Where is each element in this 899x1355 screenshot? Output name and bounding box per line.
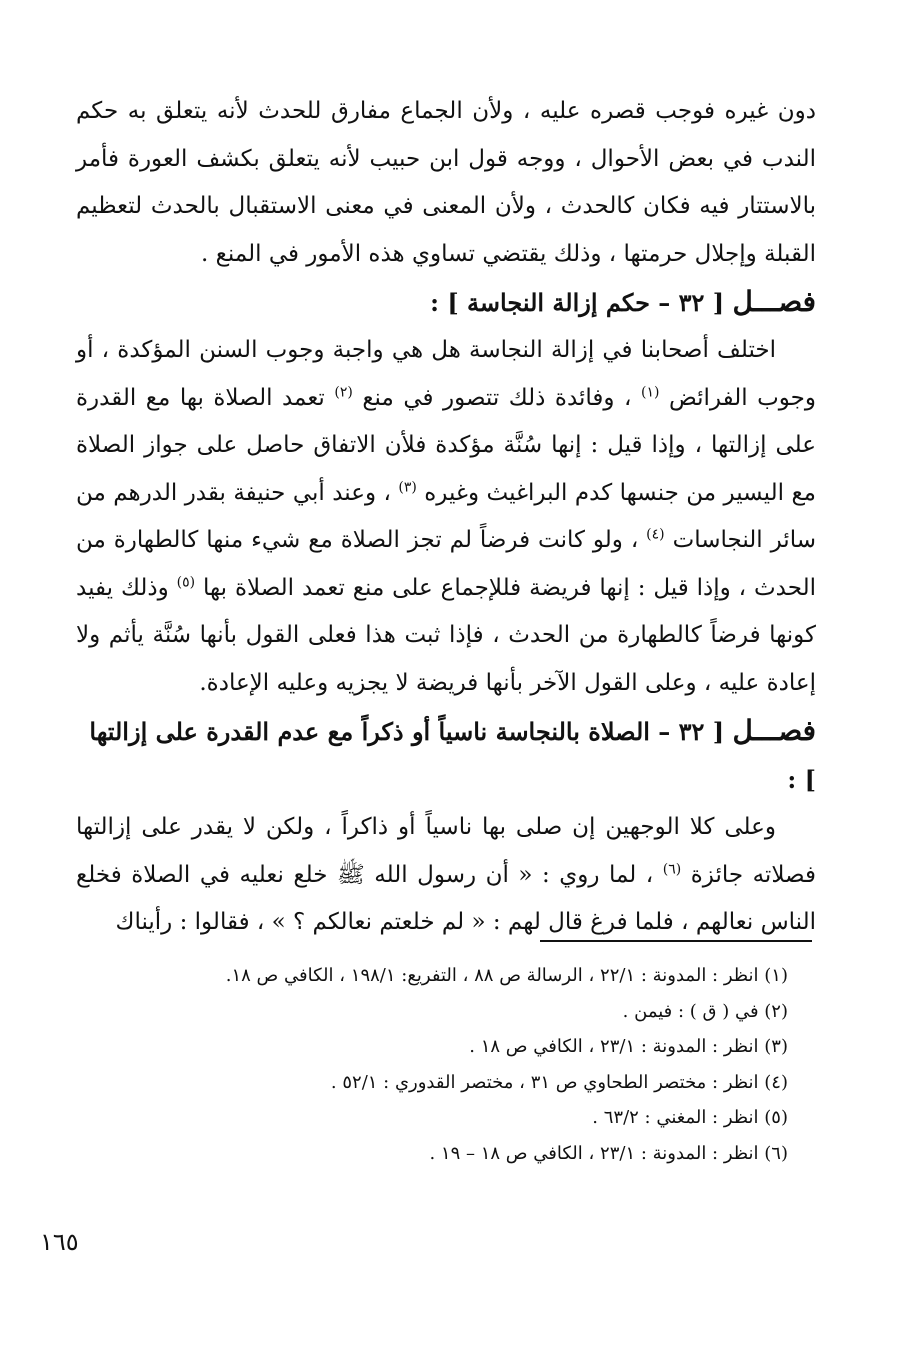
main-text [76, 88, 816, 947]
paragraph-1: دون غيره فوجب قصره عليه ، ولأن الجماع مفارق للحدث لأنه يتعلق به حكم الندب في بعض الأحوال ، ووجه قول ابن حبيب لأنه يتعلق بكشف العورة فأمر بالاستتار فيه فكان كالحدث ، ولأن المعنى في معنى الاستقبال بالحدث لتعظيم القبلة وإجلال حرمتها ، وذلك يقتضي تساوي هذه الأمور في المنع . [76, 98, 816, 267]
paragraph-3-text-b: ، لما روي : « أن رسول الله ﷺ خلع نعليه في الصلاة فخلع الناس نعالهم ، فلما فرغ قال لهم : « لم خلعتم نعالكم ؟ » ، فقالوا : رأيناك [76, 861, 816, 935]
footnote-6: (٦) انظر : المدونة : ٢٣/١ ، الكافي ص ١٨ – ١٩ . [429, 1142, 788, 1164]
footnote-ref-6: (٦) [662, 860, 682, 877]
footnote-3: (٣) انظر : المدونة : ٢٣/١ ، الكافي ص ١٨ . [469, 1036, 788, 1057]
section-heading-1-title: [ ٣٢ – حكم إزالة النجاسة ] : [430, 288, 733, 317]
footnote-ref-2: (٢) [334, 383, 353, 400]
footnote-4: (٤) انظر : مختصر الطحاوي ص ٣١ ، مختصر القدوري : ٥٢/١ . [330, 1071, 788, 1093]
section-heading-2 [76, 707, 816, 804]
paragraph-3-text-a: وعلى كلا الوجهين إن صلى بها ناسياً أو ذاكراً ، ولكن لا يقدر على إزالتها فصلاته جائزة [76, 814, 816, 888]
footnotes [76, 958, 788, 1171]
paragraph-3 [76, 804, 816, 947]
footnote-ref-4: (٤) [646, 526, 665, 543]
page-number: ١٦٥ [40, 1228, 79, 1256]
footnote-1: (١) انظر : المدونة : ٢٢/١ ، الرسالة ص ٨٨ ، التفريع: ١٩٨/١ ، الكافي ص ١٨. [225, 965, 788, 986]
footnote-ref-3: (٣) [398, 478, 417, 495]
paragraph-2-text-d: ، وعند أبي حنيفة بقدر الدرهم من سائر النجاسات [76, 479, 816, 553]
footnote-2: (٢) في ( ق ) : فيمن . [622, 1000, 788, 1022]
footnote-separator [540, 940, 812, 942]
paragraph-2-text-c: تعمد الصلاة بها مع القدرة على إزالتها ، وإذا قيل : إنها سُنَّة مؤكدة فلأن الاتفاق حاصل على جواز الصلاة مع اليسير من جنسها كدم البراغيث وغيره [76, 384, 817, 506]
footnote-ref-1: (١) [640, 383, 660, 400]
paragraph-2 [76, 327, 816, 707]
paragraph-2-text-f: وذلك يفيد كونها فرضاً كالطهارة من الحدث ، فإذا ثبت هذا فعلى القول بأنها سُنَّة يأثم ولا إعادة عليه ، وعلى القول الآخر بأنها فريضة لا يجزيه وعليه الإعادة. [76, 574, 816, 696]
section-heading-2-title: [ ٣٢ – الصلاة بالنجاسة ناسياً أو ذكراً مع عدم القدرة على إزالتها ] : [89, 717, 816, 794]
section-heading-1-lead: فصـــل [732, 285, 816, 318]
footnote-ref-5: (٥) [176, 573, 196, 590]
footnote-5: (٥) انظر : المغني : ٦٣/٢ . [592, 1107, 788, 1128]
section-heading-2-lead: فصـــل [732, 714, 816, 747]
section-heading-1 [76, 278, 816, 327]
paragraph-2-text-b: ، وفائدة ذلك تتصور في منع [352, 384, 641, 411]
paragraph-2-text-a: اختلف أصحابنا في إزالة النجاسة هل هي واجبة وجوب السنن المؤكدة ، أو وجوب الفرائض [76, 337, 816, 411]
paragraph-2-text-e: ، ولو كانت فرضاً لم تجز الصلاة مع شيء منها كالطهارة من الحدث ، وإذا قيل : إنها فريضة فللإجماع على منع تعمد الصلاة بها [76, 527, 816, 601]
